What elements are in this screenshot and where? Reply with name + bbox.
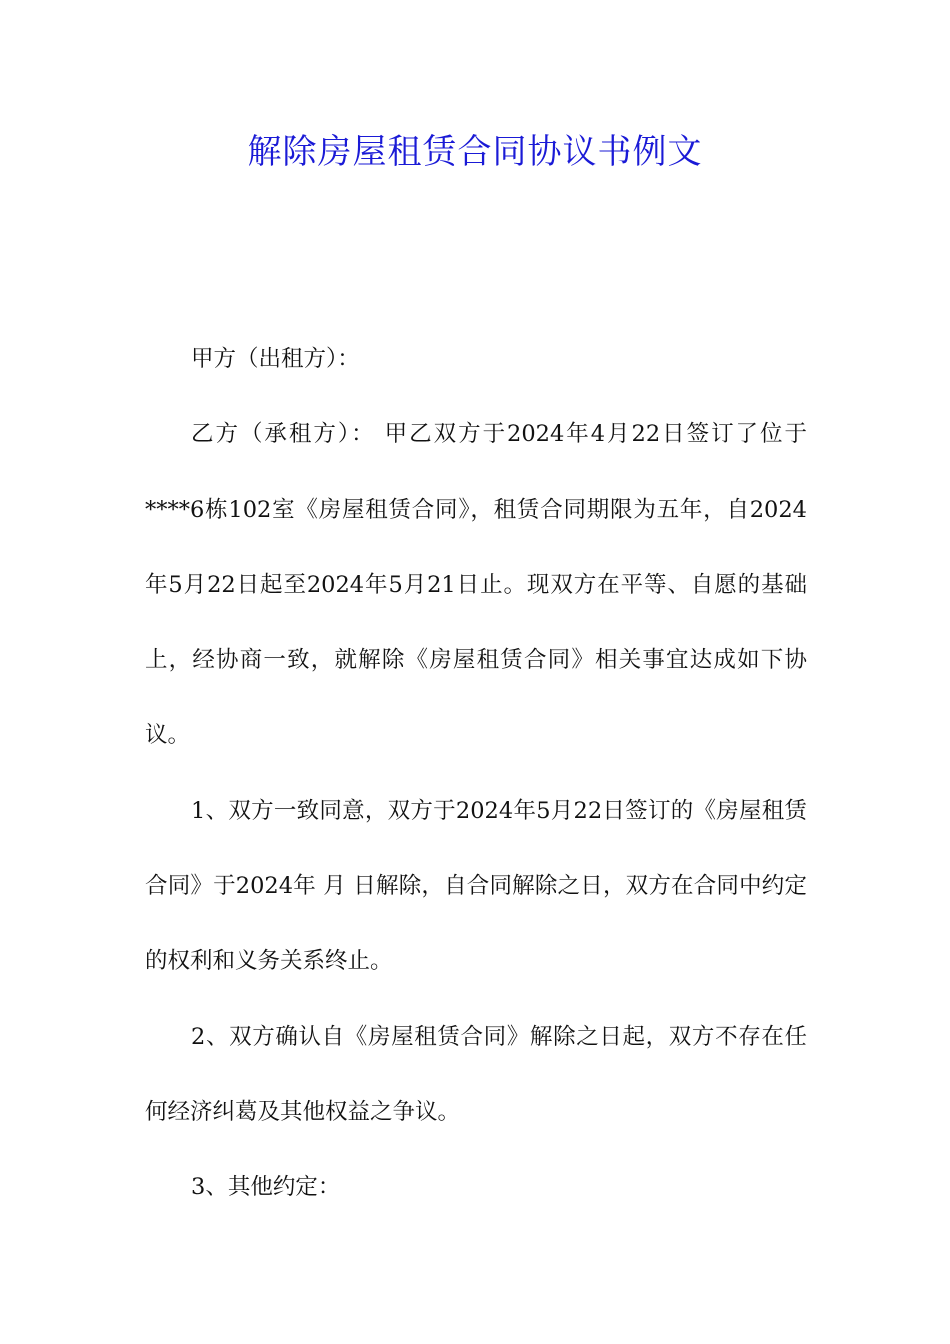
document-title: 解除房屋租赁合同协议书例文 (247, 132, 703, 172)
paragraph-party-b-intro: 乙方（承租方）： 甲乙双方于2024年4月22日签订了位于****6栋102室《房屋租赁合同》，租赁合同期限为五年，自2024年5月22日起至2024年5月21日止。现双方在平等、自愿的基础上，经协商一致，就解除《房屋租赁合同》相关事宜达成如下协议。 (145, 421, 807, 749)
paragraph-clause-1: 1、双方一致同意，双方于2024年5月22日签订的《房屋租赁合同》于2024年 月 日解除，自合同解除之日，双方在合同中约定的权利和义务关系终止。 (145, 797, 807, 975)
paragraph-clause-3: 3、其他约定： (191, 1174, 341, 1201)
paragraph-clause-2: 2、双方确认自《房屋租赁合同》解除之日起，双方不存在任何经济纠葛及其他权益之争议。 (145, 1023, 807, 1125)
document-body (145, 322, 807, 1226)
paragraph-party-a: 甲方（出租方）： (191, 346, 360, 372)
